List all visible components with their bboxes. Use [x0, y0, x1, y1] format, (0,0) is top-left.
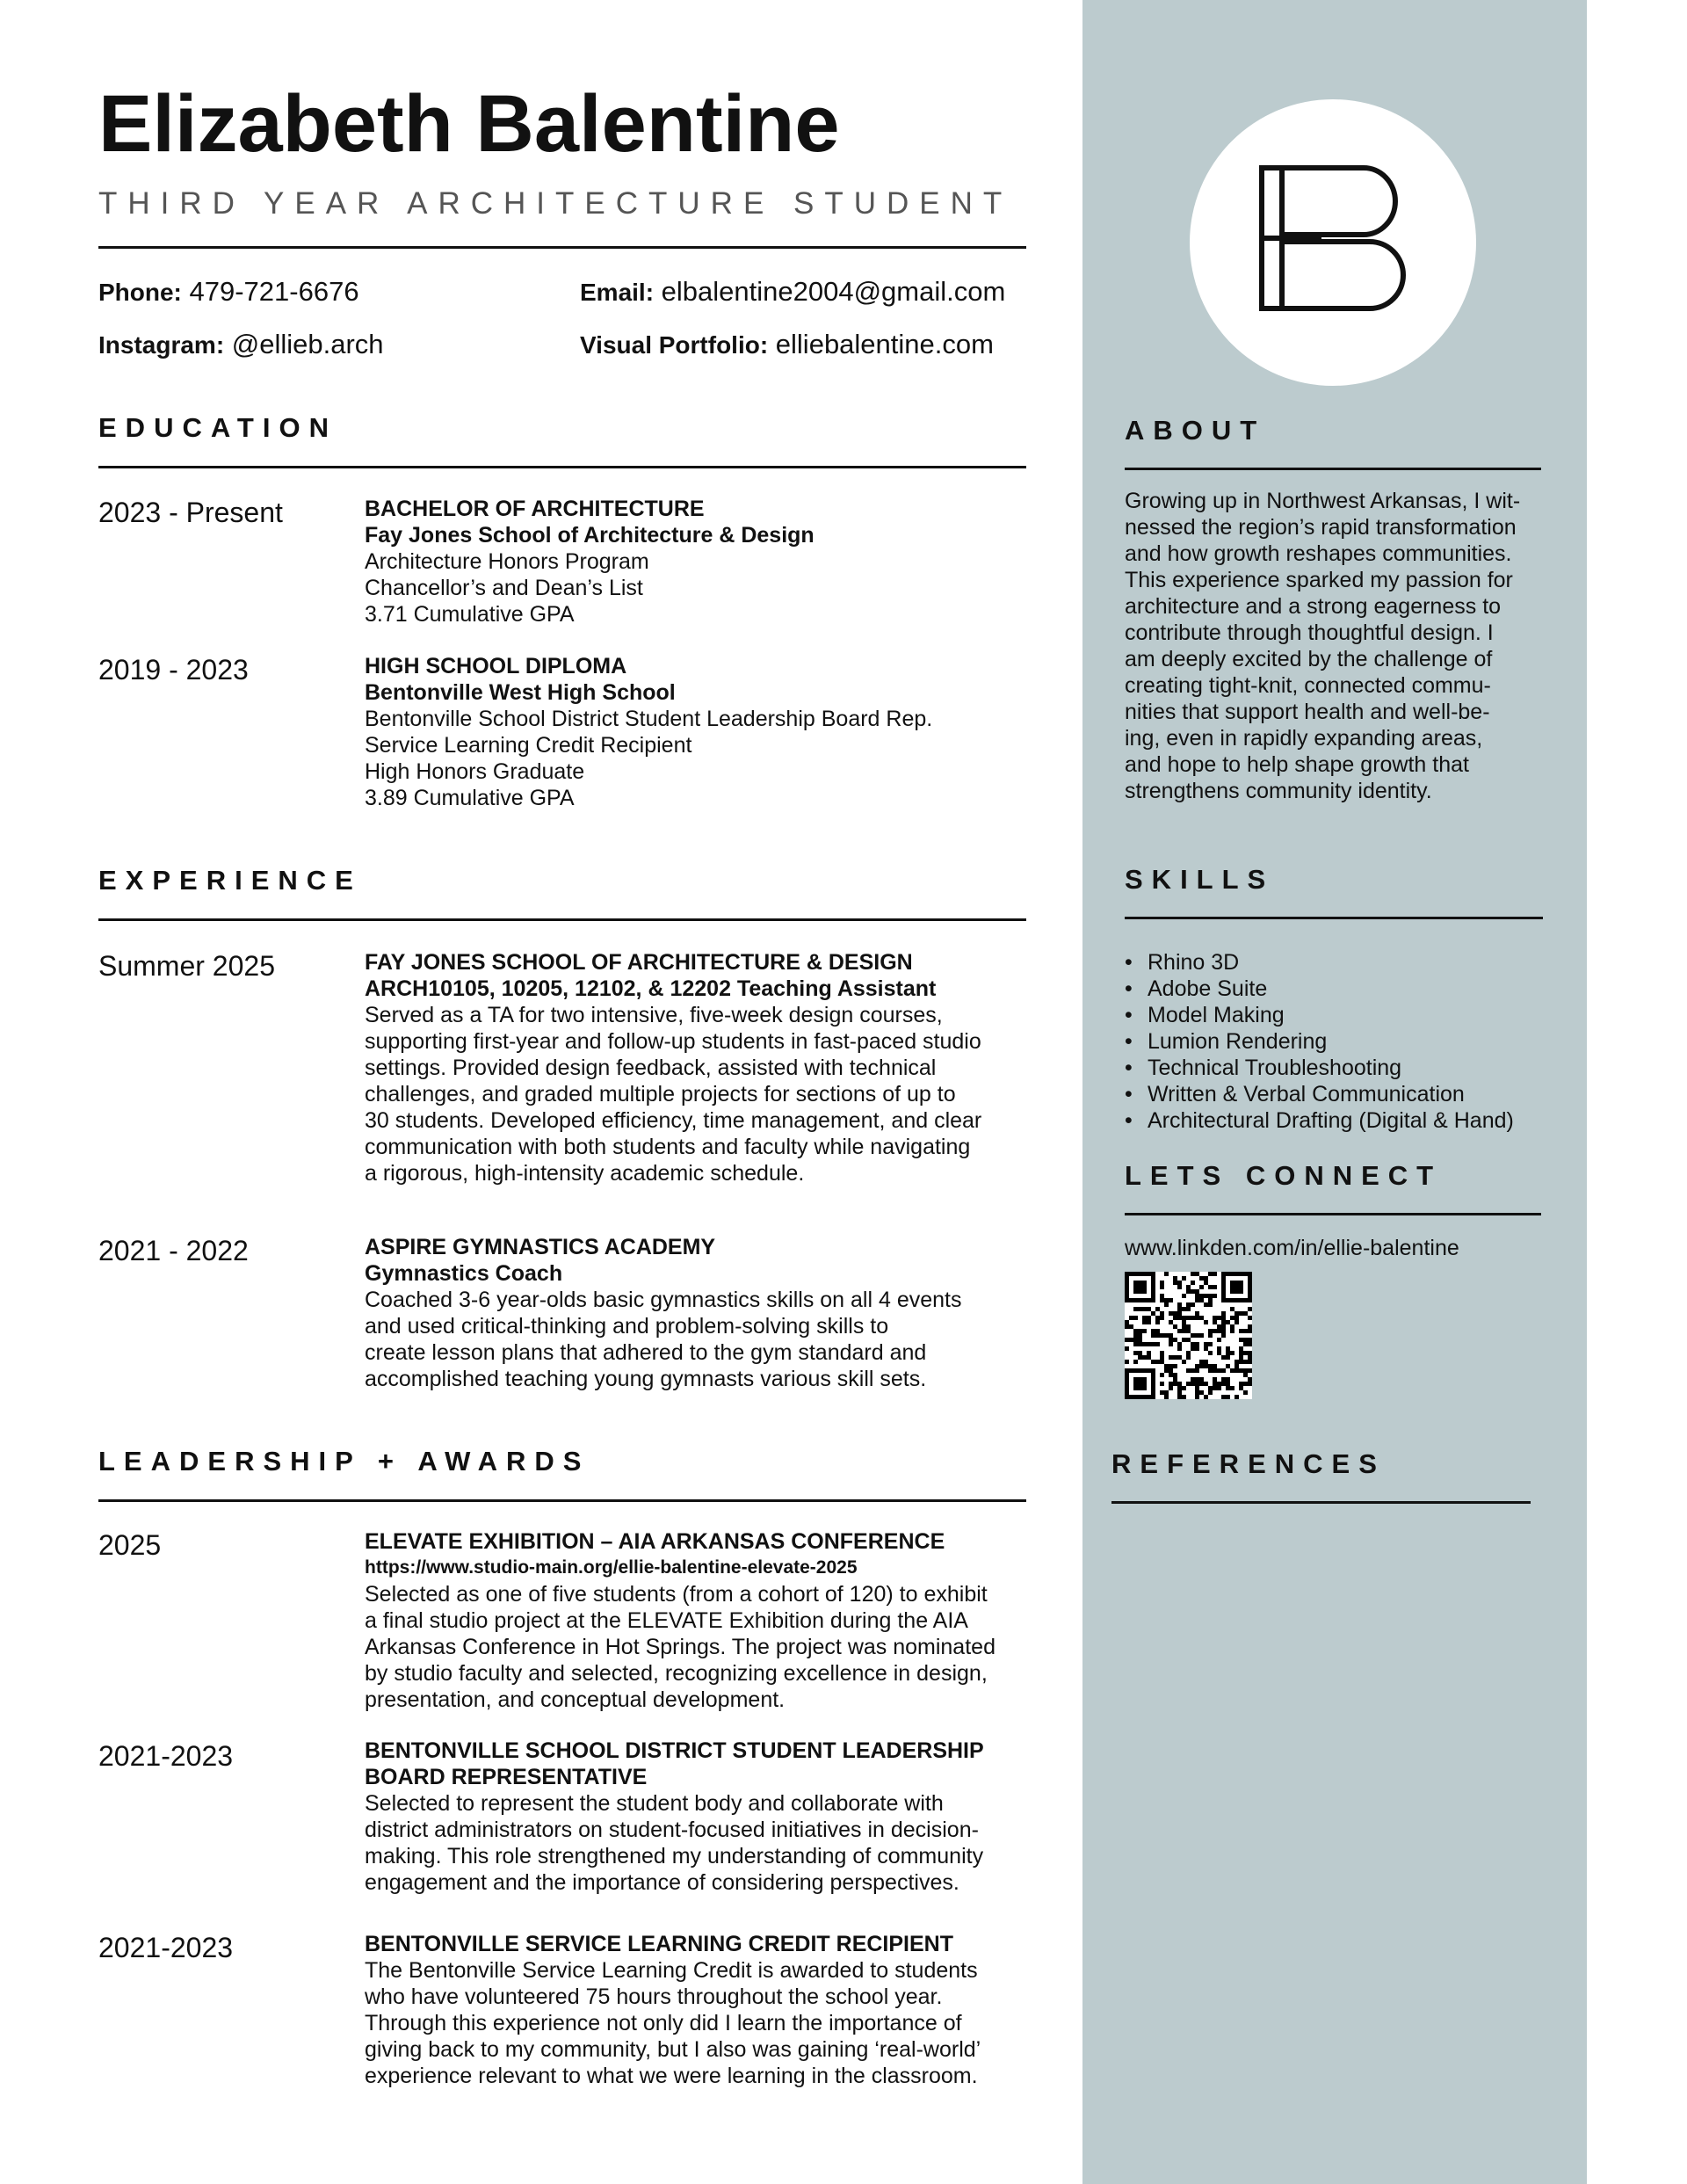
education-title: EDUCATION	[98, 412, 337, 443]
skill-item: • Adobe Suite	[1125, 976, 1514, 1002]
header-divider	[98, 246, 1026, 249]
entry-line: engagement and the importance of considering perspectives.	[365, 1870, 959, 1895]
contact-email	[580, 278, 1005, 305]
entry-line: Service Learning Credit Recipient	[365, 733, 692, 758]
entry-line: and used critical-thinking and problem-solving skills to	[365, 1314, 889, 1339]
skill-item: • Rhino 3D	[1125, 949, 1514, 976]
instagram-value: @ellieb.arch	[231, 329, 384, 359]
leadership-divider	[98, 1499, 1026, 1502]
entry-line: a final studio project at the ELEVATE Exhibition during the AIA	[365, 1608, 968, 1633]
entry-line: Chancellor’s and Dean’s List	[365, 576, 643, 600]
about-line: nities that support health and well-be-	[1125, 700, 1490, 724]
references-title: REFERENCES	[1111, 1448, 1386, 1479]
entry-line: Arkansas Conference in Hot Springs. The project was nominated	[365, 1635, 996, 1659]
entry-heading: FAY JONES SCHOOL OF ARCHITECTURE & DESIGN	[365, 950, 913, 975]
about-line: Growing up in Northwest Arkansas, I wit-	[1125, 489, 1521, 513]
about-line: contribute through thoughtful design. I	[1125, 620, 1494, 645]
education-date-2: 2019 - 2023	[98, 654, 249, 686]
education-date-1: 2023 - Present	[98, 497, 283, 528]
experience-date-2: 2021 - 2022	[98, 1235, 249, 1266]
leadership-date-2: 2021-2023	[98, 1740, 234, 1772]
about-line: am deeply excited by the challenge of	[1125, 647, 1493, 671]
entry-heading: BENTONVILLE SCHOOL DISTRICT STUDENT LEADERSHIP	[365, 1738, 984, 1763]
skills-list	[1125, 949, 1514, 1134]
entry-line: High Honors Graduate	[365, 759, 585, 784]
about-line: ing, even in rapidly expanding areas,	[1125, 726, 1483, 751]
experience-entry-2	[365, 1234, 1032, 1392]
qr-code[interactable]	[1125, 1272, 1252, 1399]
leadership-entry-2	[365, 1738, 1032, 1896]
entry-line: making. This role strengthened my understanding of community	[365, 1844, 984, 1868]
skill-item: • Technical Troubleshooting	[1125, 1055, 1514, 1081]
entry-line: Selected to represent the student body and collaborate with	[365, 1791, 944, 1816]
entry-line: by studio faculty and selected, recognizing excellence in design,	[365, 1661, 988, 1686]
contact-instagram	[98, 330, 384, 358]
entry-line: a rigorous, high-intensity academic schedule.	[365, 1161, 805, 1186]
about-title: ABOUT	[1125, 415, 1266, 446]
portfolio-value: elliebalentine.com	[775, 329, 994, 359]
leadership-date-3: 2021-2023	[98, 1932, 234, 1963]
entry-line: 30 students. Developed efficiency, time management, and clear	[365, 1108, 982, 1133]
portfolio-label: Visual Portfolio:	[580, 331, 769, 359]
about-line: and hope to help shape growth that	[1125, 752, 1469, 777]
eb-monogram-icon	[1190, 99, 1476, 386]
education-entry-2	[365, 653, 1032, 811]
skills-title: SKILLS	[1125, 864, 1275, 895]
about-divider	[1125, 468, 1541, 470]
experience-entry-1	[365, 949, 1032, 1186]
about-text	[1125, 488, 1546, 804]
linkedin-url[interactable]: www.linkden.com/in/ellie-balentine	[1125, 1236, 1459, 1260]
entry-line: 3.89 Cumulative GPA	[365, 786, 575, 810]
skill-item: • Model Making	[1125, 1002, 1514, 1028]
experience-date-1: Summer 2025	[98, 950, 275, 982]
about-line: creating tight-knit, connected commu-	[1125, 673, 1491, 698]
about-line: This experience sparked my passion for	[1125, 568, 1513, 592]
entry-line: create lesson plans that adhered to the gym standard and	[365, 1340, 927, 1365]
entry-line: presentation, and conceptual development.	[365, 1687, 786, 1712]
entry-heading: ASPIRE GYMNASTICS ACADEMY	[365, 1235, 716, 1259]
entry-link: https://www.studio-main.org/ellie-balentine-elevate-2025	[365, 1557, 858, 1578]
entry-heading-cont: BOARD REPRESENTATIVE	[365, 1765, 648, 1789]
leadership-entry-3	[365, 1931, 1032, 2089]
connect-title: LETS CONNECT	[1125, 1160, 1443, 1191]
entry-line: who have volunteered 75 hours throughout the school year.	[365, 1984, 943, 2009]
entry-line: Served as a TA for two intensive, five-week design courses,	[365, 1003, 943, 1027]
qr-code-icon	[1125, 1272, 1252, 1399]
entry-line: communication with both students and faculty while navigating	[365, 1135, 971, 1159]
entry-line: giving back to my community, but I also was gaining ‘real-world’	[365, 2037, 981, 2062]
phone-label: Phone:	[98, 279, 182, 306]
entry-line: Architecture Honors Program	[365, 549, 649, 574]
entry-subheading: Fay Jones School of Architecture & Design	[365, 523, 815, 548]
entry-line: Through this experience not only did I learn the importance of	[365, 2011, 962, 2035]
skill-item: • Architectural Drafting (Digital & Hand)	[1125, 1107, 1514, 1134]
about-line: architecture and a strong eagerness to	[1125, 594, 1502, 619]
entry-line: The Bentonville Service Learning Credit is awarded to students	[365, 1958, 978, 1983]
education-entry-1	[365, 496, 1032, 628]
entry-line: Selected as one of five students (from a cohort of 120) to exhibit	[365, 1582, 988, 1607]
entry-line: accomplished teaching young gymnasts various skill sets.	[365, 1367, 927, 1391]
entry-subheading: ARCH10105, 10205, 12102, & 12202 Teaching Assistant	[365, 976, 937, 1001]
entry-line: challenges, and graded multiple projects for sections of up to	[365, 1082, 956, 1107]
entry-line: Coached 3-6 year-olds basic gymnastics skills on all 4 events	[365, 1288, 962, 1312]
email-label: Email:	[580, 279, 655, 306]
phone-value: 479-721-6676	[189, 276, 359, 307]
entry-heading: BACHELOR OF ARCHITECTURE	[365, 497, 705, 521]
leadership-entry-1	[365, 1528, 1032, 1713]
entry-heading: BENTONVILLE SERVICE LEARNING CREDIT RECIPIENT	[365, 1932, 953, 1956]
entry-heading: ELEVATE EXHIBITION – AIA ARKANSAS CONFERENCE	[365, 1529, 945, 1554]
resume-subtitle: THIRD YEAR ARCHITECTURE STUDENT	[98, 186, 1013, 221]
entry-subheading: Gymnastics Coach	[365, 1261, 563, 1286]
skill-item: • Lumion Rendering	[1125, 1028, 1514, 1055]
skill-item: • Written & Verbal Communication	[1125, 1081, 1514, 1107]
entry-line: district administrators on student-focused initiatives in decision-	[365, 1818, 979, 1842]
connect-divider	[1125, 1213, 1541, 1215]
education-divider	[98, 466, 1026, 468]
instagram-label: Instagram:	[98, 331, 225, 359]
contact-phone	[98, 278, 359, 305]
leadership-title: LEADERSHIP + AWARDS	[98, 1446, 590, 1477]
experience-divider	[98, 918, 1026, 921]
skills-divider	[1125, 917, 1543, 919]
entry-subheading: Bentonville West High School	[365, 680, 676, 705]
about-line: strengthens community identity.	[1125, 779, 1432, 803]
entry-line: experience relevant to what we were learning in the classroom.	[365, 2064, 978, 2088]
entry-line: settings. Provided design feedback, assisted with technical	[365, 1056, 937, 1080]
references-divider	[1111, 1501, 1531, 1504]
experience-title: EXPERIENCE	[98, 865, 362, 896]
entry-line: supporting first-year and follow-up students in fast-paced studio	[365, 1029, 981, 1054]
about-line: and how growth reshapes communities.	[1125, 541, 1512, 566]
about-line: nessed the region’s rapid transformation	[1125, 515, 1517, 540]
entry-heading: HIGH SCHOOL DIPLOMA	[365, 654, 627, 678]
email-value: elbalentine2004@gmail.com	[661, 276, 1006, 307]
leadership-date-1: 2025	[98, 1529, 162, 1561]
entry-line: Bentonville School District Student Leadership Board Rep.	[365, 707, 933, 731]
monogram-logo	[1190, 99, 1476, 386]
resume-name: Elizabeth Balentine	[98, 79, 840, 169]
contact-portfolio	[580, 330, 994, 358]
entry-line: 3.71 Cumulative GPA	[365, 602, 575, 627]
